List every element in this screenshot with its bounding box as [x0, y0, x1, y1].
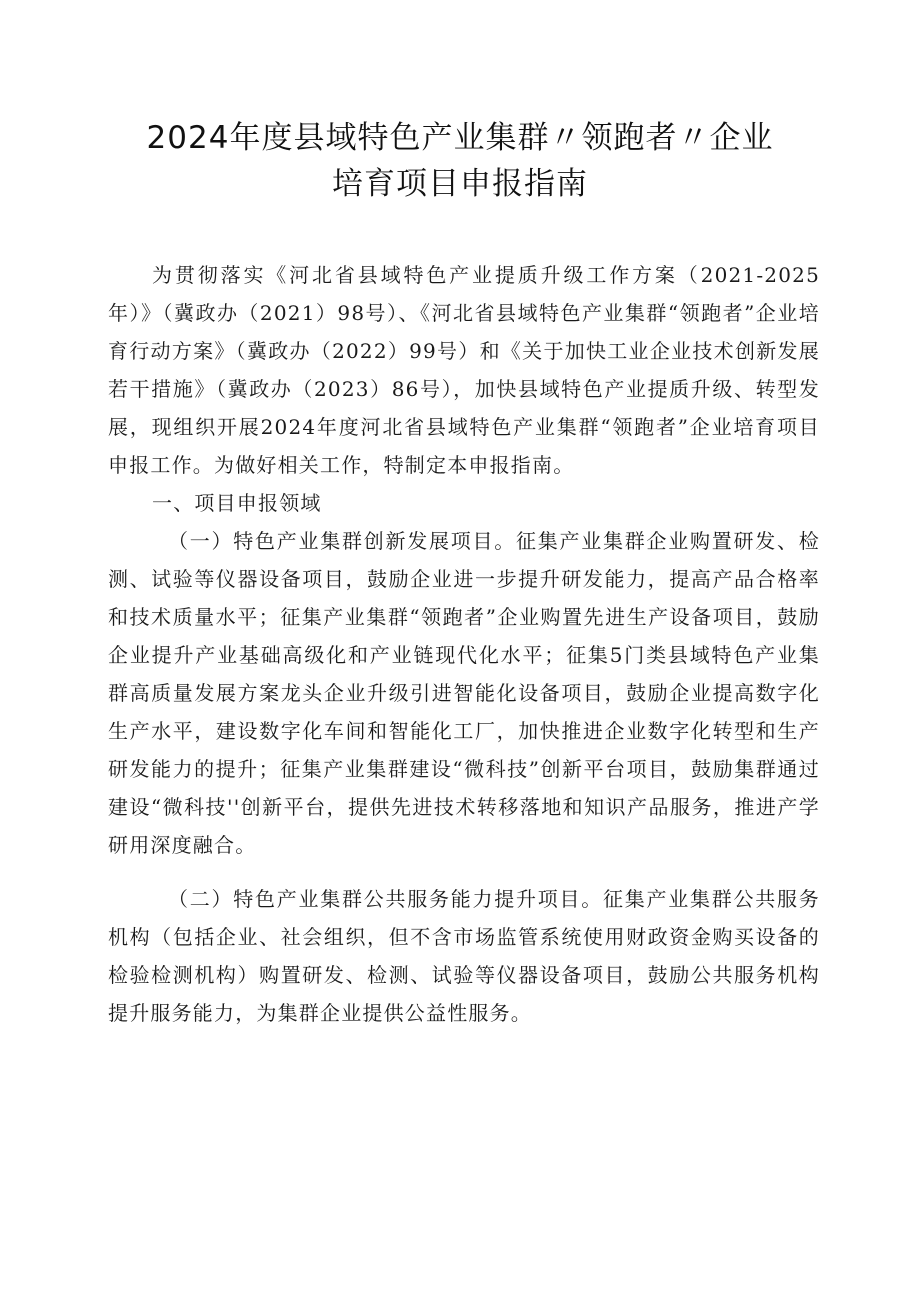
intro-paragraph: 为贯彻落实《河北省县域特色产业提质升级工作方案（2021-2025年）》（冀政办（2021）98号）、《河北省县域特色产业集群“领跑者”企业培育行动方案》（冀政办（2022）99号）和《关于加快工业企业技术创新发展若干措施》（冀政办（2023）86号），加快县域特色产业提质升级、转型发展，现组织开展2024年度河北省县域特色产业集群“领跑者”企业培育项目申报工作。为做好相关工作，特制定本申报指南。	[108, 263, 820, 477]
document-title-line-2: 培育项目申报指南	[332, 166, 588, 202]
document-title-line-1: 2024年度县域特色产业集群〃领跑者〃企业	[146, 120, 774, 156]
item-paragraph-2: （二）特色产业集群公共服务能力提升项目。征集产业集群公共服务机构（包括企业、社会组织，但不含市场监管系统使用财政资金购买设备的检验检测机构）购置研发、检测、试验等仪器设备项目，鼓励公共服务机构提升服务能力，为集群企业提供公益性服务。	[108, 887, 820, 1025]
section-heading-1: 一、项目申报领域	[152, 491, 322, 515]
item-paragraph-1: （一）特色产业集群创新发展项目。征集产业集群企业购置研发、检测、试验等仪器设备项目，鼓励企业进一步提升研发能力，提高产品合格率和技术质量水平；征集产业集群“领跑者”企业购置先进生产设备项目，鼓励企业提升产业基础高级化和产业链现代化水平；征集5门类县域特色产业集群高质量发展方案龙头企业升级引进智能化设备项目，鼓励企业提高数字化生产水平，建设数字化车间和智能化工厂，加快推进企业数字化转型和生产研发能力的提升；征集产业集群建设“微科技”创新平台项目，鼓励集群通过建设“微科技''创新平台，提供先进技术转移落地和知识产品服务，推进产学研用深度融合。	[108, 529, 820, 857]
document-body	[108, 256, 820, 1032]
